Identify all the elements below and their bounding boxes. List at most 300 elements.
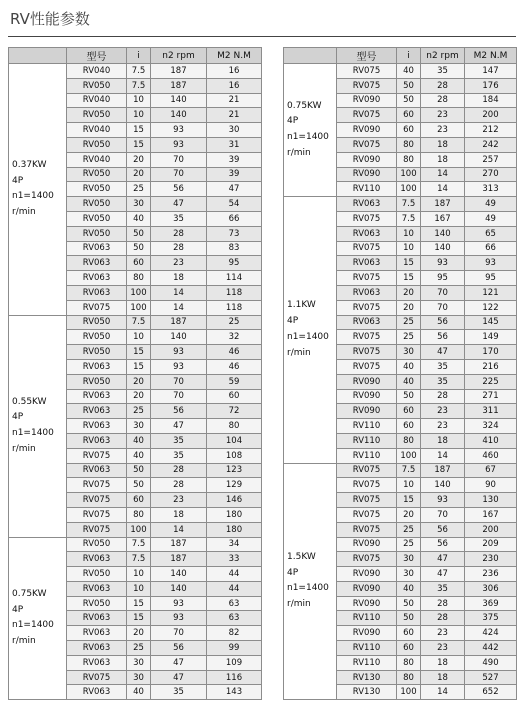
torque-cell: 60 <box>207 389 262 404</box>
ratio-cell: 15 <box>127 123 151 138</box>
ratio-cell: 7.5 <box>127 64 151 79</box>
speed-cell: 140 <box>151 93 207 108</box>
torque-cell: 34 <box>207 537 262 552</box>
model-cell: RV075 <box>337 493 397 508</box>
torque-cell: 170 <box>465 345 517 360</box>
torque-cell: 236 <box>465 567 517 582</box>
model-cell: RV075 <box>337 345 397 360</box>
power-group-label <box>284 197 337 463</box>
ratio-cell: 30 <box>397 567 421 582</box>
ratio-cell: 100 <box>397 685 421 700</box>
ratio-cell: 50 <box>397 389 421 404</box>
ratio-cell: 40 <box>397 374 421 389</box>
ratio-cell: 50 <box>397 611 421 626</box>
torque-cell: 121 <box>465 285 517 300</box>
torque-cell: 21 <box>207 93 262 108</box>
model-cell: RV063 <box>337 315 397 330</box>
ratio-cell: 15 <box>397 256 421 271</box>
table-row <box>284 197 517 212</box>
ratio-cell: 60 <box>397 419 421 434</box>
speed-cell: 56 <box>151 641 207 656</box>
torque-cell: 39 <box>207 167 262 182</box>
group-power: 1.1KW <box>287 300 316 311</box>
speed-cell: 56 <box>151 182 207 197</box>
group-poles: 4P <box>287 116 299 127</box>
group-power: 0.55KW <box>12 396 47 407</box>
torque-cell: 54 <box>207 197 262 212</box>
model-cell: RV090 <box>337 537 397 552</box>
speed-cell: 140 <box>421 226 465 241</box>
speed-cell: 93 <box>151 137 207 152</box>
speed-cell: 95 <box>421 271 465 286</box>
torque-cell: 16 <box>207 78 262 93</box>
group-unit: r/min <box>287 347 311 358</box>
torque-cell: 122 <box>465 300 517 315</box>
ratio-cell: 80 <box>397 655 421 670</box>
ratio-cell: 100 <box>127 300 151 315</box>
model-cell: RV040 <box>67 152 127 167</box>
ratio-cell: 40 <box>127 685 151 700</box>
ratio-cell: 50 <box>127 226 151 241</box>
torque-cell: 123 <box>207 463 262 478</box>
ratio-cell: 20 <box>397 507 421 522</box>
speed-cell: 23 <box>421 419 465 434</box>
speed-cell: 14 <box>151 300 207 315</box>
speed-cell: 140 <box>421 241 465 256</box>
model-cell: RV063 <box>67 256 127 271</box>
ratio-cell: 7.5 <box>397 463 421 478</box>
model-cell: RV075 <box>337 330 397 345</box>
torque-cell: 104 <box>207 433 262 448</box>
torque-cell: 25 <box>207 315 262 330</box>
speed-cell: 23 <box>421 108 465 123</box>
torque-cell: 270 <box>465 167 517 182</box>
ratio-cell: 7.5 <box>127 552 151 567</box>
torque-cell: 67 <box>465 463 517 478</box>
speed-cell: 187 <box>151 64 207 79</box>
torque-cell: 39 <box>207 152 262 167</box>
performance-table-left <box>8 47 262 700</box>
speed-cell: 23 <box>421 404 465 419</box>
speed-cell: 70 <box>421 285 465 300</box>
torque-cell: 66 <box>465 241 517 256</box>
model-cell: RV050 <box>67 167 127 182</box>
torque-cell: 180 <box>207 522 262 537</box>
model-cell: RV110 <box>337 433 397 448</box>
ratio-cell: 25 <box>397 315 421 330</box>
torque-cell: 118 <box>207 285 262 300</box>
ratio-cell: 25 <box>127 404 151 419</box>
ratio-cell: 30 <box>397 552 421 567</box>
torque-cell: 118 <box>207 300 262 315</box>
group-poles: 4P <box>12 175 24 186</box>
ratio-cell: 30 <box>127 419 151 434</box>
group-input-speed: n1=1400 <box>12 191 54 202</box>
ratio-cell: 30 <box>127 670 151 685</box>
torque-cell: 209 <box>465 537 517 552</box>
torque-cell: 167 <box>465 507 517 522</box>
torque-cell: 306 <box>465 581 517 596</box>
speed-cell: 28 <box>421 93 465 108</box>
group-unit: r/min <box>287 147 311 158</box>
ratio-cell: 10 <box>397 478 421 493</box>
ratio-cell: 15 <box>127 345 151 360</box>
model-cell: RV063 <box>67 359 127 374</box>
model-cell: RV075 <box>67 522 127 537</box>
ratio-cell: 60 <box>397 641 421 656</box>
model-cell: RV110 <box>337 182 397 197</box>
torque-cell: 490 <box>465 655 517 670</box>
speed-cell: 14 <box>421 182 465 197</box>
ratio-cell: 10 <box>397 241 421 256</box>
ratio-cell: 7.5 <box>127 537 151 552</box>
torque-cell: 82 <box>207 626 262 641</box>
model-cell: RV090 <box>337 167 397 182</box>
speed-cell: 70 <box>151 389 207 404</box>
ratio-cell: 20 <box>127 167 151 182</box>
model-cell: RV063 <box>67 463 127 478</box>
torque-cell: 527 <box>465 670 517 685</box>
torque-cell: 83 <box>207 241 262 256</box>
ratio-cell: 40 <box>397 581 421 596</box>
ratio-cell: 7.5 <box>397 211 421 226</box>
model-cell: RV075 <box>67 507 127 522</box>
speed-cell: 93 <box>421 493 465 508</box>
ratio-cell: 80 <box>127 507 151 522</box>
group-power: 1.5KW <box>287 551 316 562</box>
model-cell: RV090 <box>337 123 397 138</box>
group-unit: r/min <box>12 636 36 647</box>
model-cell: RV075 <box>337 271 397 286</box>
torque-cell: 65 <box>465 226 517 241</box>
speed-cell: 28 <box>421 596 465 611</box>
torque-cell: 73 <box>207 226 262 241</box>
model-cell: RV075 <box>67 670 127 685</box>
speed-cell: 56 <box>421 330 465 345</box>
torque-cell: 47 <box>207 182 262 197</box>
ratio-cell: 15 <box>127 596 151 611</box>
ratio-cell: 100 <box>397 167 421 182</box>
torque-cell: 93 <box>465 256 517 271</box>
torque-cell: 59 <box>207 374 262 389</box>
ratio-header: i <box>127 48 151 64</box>
model-cell: RV063 <box>337 197 397 212</box>
speed-cell: 18 <box>421 137 465 152</box>
group-input-speed: n1=1400 <box>12 620 54 631</box>
torque-cell: 230 <box>465 552 517 567</box>
ratio-cell: 10 <box>127 108 151 123</box>
title-bar <box>8 6 516 37</box>
ratio-cell: 7.5 <box>397 197 421 212</box>
model-cell: RV063 <box>337 285 397 300</box>
speed-cell: 14 <box>421 448 465 463</box>
ratio-cell: 80 <box>397 433 421 448</box>
torque-cell: 116 <box>207 670 262 685</box>
speed-cell: 35 <box>421 374 465 389</box>
model-cell: RV075 <box>337 137 397 152</box>
speed-cell: 93 <box>421 256 465 271</box>
speed-cell: 18 <box>421 152 465 167</box>
model-cell: RV130 <box>337 670 397 685</box>
torque-cell: 95 <box>207 256 262 271</box>
speed-cell: 28 <box>151 478 207 493</box>
ratio-cell: 100 <box>127 522 151 537</box>
model-cell: RV075 <box>337 300 397 315</box>
ratio-cell: 80 <box>397 670 421 685</box>
model-cell: RV063 <box>337 256 397 271</box>
speed-cell: 28 <box>421 389 465 404</box>
torque-cell: 95 <box>465 271 517 286</box>
ratio-cell: 100 <box>127 285 151 300</box>
group-power: 0.37KW <box>12 159 47 170</box>
ratio-cell: 40 <box>127 433 151 448</box>
torque-header: M2 N.M <box>465 48 517 64</box>
ratio-cell: 15 <box>397 271 421 286</box>
model-cell: RV063 <box>67 285 127 300</box>
model-cell: RV110 <box>337 419 397 434</box>
model-cell: RV090 <box>337 626 397 641</box>
speed-cell: 14 <box>421 167 465 182</box>
model-cell: RV050 <box>67 137 127 152</box>
torque-cell: 63 <box>207 596 262 611</box>
torque-cell: 109 <box>207 655 262 670</box>
ratio-cell: 50 <box>127 463 151 478</box>
speed-cell: 23 <box>151 493 207 508</box>
speed-cell: 23 <box>421 626 465 641</box>
speed-cell: 35 <box>151 211 207 226</box>
speed-cell: 56 <box>421 537 465 552</box>
speed-cell: 28 <box>151 226 207 241</box>
model-cell: RV063 <box>67 271 127 286</box>
speed-cell: 47 <box>421 345 465 360</box>
speed-cell: 47 <box>151 670 207 685</box>
performance-table-right <box>283 47 517 700</box>
model-cell: RV110 <box>337 641 397 656</box>
ratio-header: i <box>397 48 421 64</box>
table-row <box>284 64 517 79</box>
speed-cell: 187 <box>151 552 207 567</box>
ratio-cell: 40 <box>127 448 151 463</box>
power-group-label <box>284 64 337 197</box>
model-cell: RV075 <box>337 463 397 478</box>
group-header <box>284 48 337 64</box>
speed-cell: 140 <box>421 478 465 493</box>
torque-cell: 46 <box>207 359 262 374</box>
model-cell: RV090 <box>337 152 397 167</box>
torque-cell: 375 <box>465 611 517 626</box>
ratio-cell: 7.5 <box>127 315 151 330</box>
speed-cell: 47 <box>151 197 207 212</box>
model-cell: RV075 <box>337 241 397 256</box>
power-group-label <box>9 315 67 537</box>
torque-cell: 184 <box>465 93 517 108</box>
torque-cell: 143 <box>207 685 262 700</box>
model-cell: RV063 <box>67 685 127 700</box>
page-title: RV性能参数 <box>10 10 90 28</box>
speed-cell: 167 <box>421 211 465 226</box>
table-row <box>9 64 262 79</box>
ratio-cell: 40 <box>397 359 421 374</box>
torque-cell: 44 <box>207 581 262 596</box>
model-cell: RV063 <box>337 226 397 241</box>
torque-cell: 99 <box>207 641 262 656</box>
ratio-cell: 15 <box>127 611 151 626</box>
model-cell: RV130 <box>337 685 397 700</box>
torque-cell: 212 <box>465 123 517 138</box>
model-cell: RV050 <box>67 315 127 330</box>
ratio-cell: 25 <box>127 641 151 656</box>
group-header <box>9 48 67 64</box>
speed-cell: 14 <box>151 522 207 537</box>
torque-cell: 424 <box>465 626 517 641</box>
group-poles: 4P <box>287 316 299 327</box>
ratio-cell: 40 <box>397 64 421 79</box>
group-input-speed: n1=1400 <box>287 331 329 342</box>
torque-cell: 460 <box>465 448 517 463</box>
group-input-speed: n1=1400 <box>12 428 54 439</box>
speed-cell: 35 <box>151 433 207 448</box>
model-cell: RV050 <box>67 596 127 611</box>
ratio-cell: 20 <box>127 374 151 389</box>
model-cell: RV075 <box>67 448 127 463</box>
torque-cell: 72 <box>207 404 262 419</box>
model-cell: RV050 <box>67 182 127 197</box>
speed-cell: 35 <box>421 64 465 79</box>
torque-cell: 324 <box>465 419 517 434</box>
speed-cell: 28 <box>151 241 207 256</box>
ratio-cell: 80 <box>397 152 421 167</box>
speed-cell: 70 <box>151 152 207 167</box>
model-cell: RV050 <box>67 211 127 226</box>
speed-cell: 35 <box>151 685 207 700</box>
ratio-cell: 25 <box>127 182 151 197</box>
speed-cell: 56 <box>421 522 465 537</box>
power-group-label <box>284 463 337 700</box>
model-cell: RV090 <box>337 567 397 582</box>
model-cell: RV063 <box>67 581 127 596</box>
ratio-cell: 50 <box>397 93 421 108</box>
torque-cell: 369 <box>465 596 517 611</box>
group-unit: r/min <box>12 443 36 454</box>
speed-cell: 18 <box>421 433 465 448</box>
model-cell: RV050 <box>67 345 127 360</box>
torque-cell: 90 <box>465 478 517 493</box>
torque-cell: 21 <box>207 108 262 123</box>
torque-cell: 442 <box>465 641 517 656</box>
ratio-cell: 60 <box>127 493 151 508</box>
speed-cell: 47 <box>421 552 465 567</box>
group-unit: r/min <box>12 207 36 218</box>
speed-cell: 187 <box>151 315 207 330</box>
model-cell: RV075 <box>337 507 397 522</box>
ratio-cell: 30 <box>127 655 151 670</box>
ratio-cell: 25 <box>397 330 421 345</box>
speed-cell: 140 <box>151 581 207 596</box>
ratio-cell: 10 <box>127 93 151 108</box>
speed-cell: 93 <box>151 345 207 360</box>
ratio-cell: 10 <box>127 567 151 582</box>
torque-cell: 49 <box>465 197 517 212</box>
speed-cell: 187 <box>421 463 465 478</box>
speed-header: n2 rpm <box>151 48 207 64</box>
torque-cell: 180 <box>207 507 262 522</box>
torque-cell: 652 <box>465 685 517 700</box>
torque-cell: 66 <box>207 211 262 226</box>
ratio-cell: 50 <box>127 478 151 493</box>
speed-cell: 35 <box>151 448 207 463</box>
speed-cell: 93 <box>151 359 207 374</box>
model-cell: RV063 <box>67 404 127 419</box>
model-cell: RV075 <box>337 64 397 79</box>
ratio-cell: 50 <box>397 78 421 93</box>
group-unit: r/min <box>287 599 311 610</box>
model-cell: RV075 <box>337 522 397 537</box>
speed-cell: 28 <box>421 78 465 93</box>
speed-header: n2 rpm <box>421 48 465 64</box>
model-cell: RV050 <box>67 567 127 582</box>
model-cell: RV075 <box>67 493 127 508</box>
speed-cell: 187 <box>151 537 207 552</box>
table-row <box>9 537 262 552</box>
ratio-cell: 20 <box>127 389 151 404</box>
speed-cell: 140 <box>151 567 207 582</box>
group-input-speed: n1=1400 <box>287 583 329 594</box>
group-input-speed: n1=1400 <box>287 132 329 143</box>
group-poles: 4P <box>12 412 24 423</box>
ratio-cell: 7.5 <box>127 78 151 93</box>
ratio-cell: 15 <box>127 359 151 374</box>
model-cell: RV063 <box>67 433 127 448</box>
model-cell: RV075 <box>337 78 397 93</box>
torque-cell: 149 <box>465 330 517 345</box>
model-cell: RV110 <box>337 611 397 626</box>
speed-cell: 18 <box>421 670 465 685</box>
speed-cell: 56 <box>151 404 207 419</box>
torque-cell: 31 <box>207 137 262 152</box>
table-row <box>284 463 517 478</box>
speed-cell: 70 <box>421 507 465 522</box>
model-cell: RV110 <box>337 655 397 670</box>
ratio-cell: 25 <box>397 522 421 537</box>
model-cell: RV075 <box>337 108 397 123</box>
table-row <box>9 315 262 330</box>
model-cell: RV063 <box>67 626 127 641</box>
ratio-cell: 50 <box>127 241 151 256</box>
model-cell: RV075 <box>67 478 127 493</box>
ratio-cell: 10 <box>397 226 421 241</box>
model-header: 型号 <box>67 48 127 64</box>
model-cell: RV050 <box>67 226 127 241</box>
speed-cell: 47 <box>421 567 465 582</box>
table-body <box>9 64 262 700</box>
model-cell: RV063 <box>67 241 127 256</box>
speed-cell: 70 <box>421 300 465 315</box>
ratio-cell: 15 <box>127 137 151 152</box>
speed-cell: 70 <box>151 167 207 182</box>
torque-cell: 49 <box>465 211 517 226</box>
model-cell: RV040 <box>67 123 127 138</box>
model-cell: RV075 <box>67 300 127 315</box>
speed-cell: 140 <box>151 330 207 345</box>
torque-cell: 225 <box>465 374 517 389</box>
torque-cell: 129 <box>207 478 262 493</box>
torque-cell: 30 <box>207 123 262 138</box>
torque-cell: 313 <box>465 182 517 197</box>
ratio-cell: 20 <box>127 152 151 167</box>
speed-cell: 93 <box>151 596 207 611</box>
torque-cell: 146 <box>207 493 262 508</box>
speed-cell: 56 <box>421 315 465 330</box>
